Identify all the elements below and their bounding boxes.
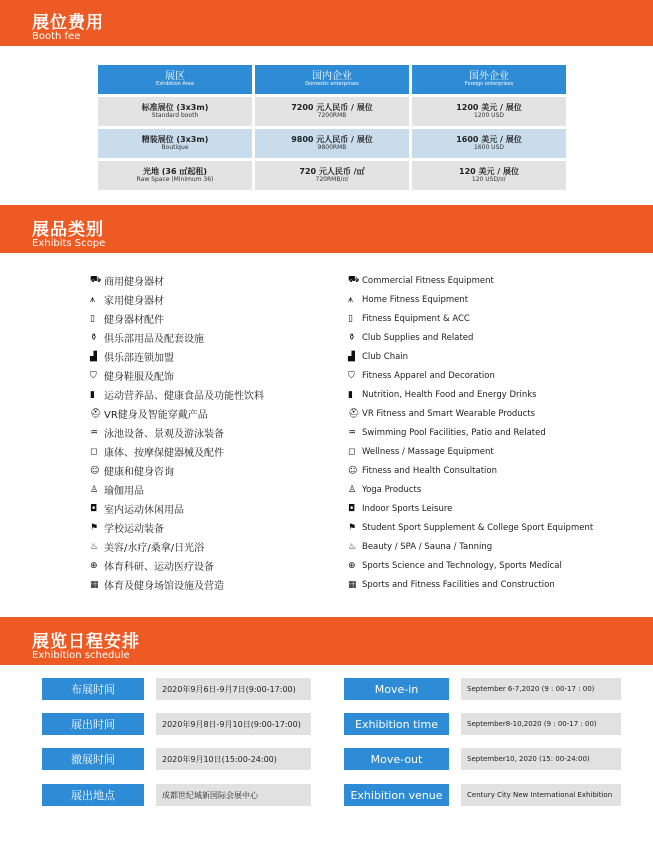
list-item: [348, 537, 593, 556]
supplement-icon: ▮: [348, 389, 353, 400]
scope-label: Fitness and Health Consultation: [362, 465, 497, 476]
list-item: [90, 347, 264, 366]
list-item: [348, 480, 593, 499]
massage-icon: ◻: [348, 446, 356, 457]
scope-label: Fitness Equipment & ACC: [362, 313, 470, 324]
shirt-icon: ⛉: [348, 370, 355, 381]
supplies-icon: ⚱: [348, 332, 356, 343]
list-item: [90, 404, 264, 423]
scope-label: 体育及健身场馆设施及营造: [104, 581, 224, 592]
list-item: [90, 328, 264, 347]
fee-header-row: [98, 65, 568, 94]
scope-label: 泳池设备、景观及游泳装备: [104, 429, 224, 440]
cell-main: 9800 元人民币 / 展位: [291, 134, 373, 144]
runner-icon: ⚑: [90, 522, 99, 533]
massage-icon: ◻: [90, 446, 98, 457]
scope-label: VR健身及智能穿戴产品: [104, 410, 208, 421]
cell-sub: 9800RMB: [317, 143, 347, 151]
scope-header: [0, 205, 653, 253]
schedule-row: [42, 713, 311, 735]
list-item: [348, 518, 593, 537]
scope-list-en: [348, 271, 593, 594]
list-item: [348, 328, 593, 347]
scope-label: Commercial Fitness Equipment: [362, 275, 494, 286]
cell-main: 1200 美元 / 展位: [456, 102, 522, 112]
runner-icon: ⚑: [348, 522, 357, 533]
home-gym-icon: ⩚: [348, 294, 354, 305]
list-item: [90, 366, 264, 385]
schedule-row: [42, 748, 311, 770]
scope-label: Fitness Apparel and Decoration: [362, 370, 495, 381]
schedule-row: [344, 748, 621, 770]
section-subtitle: Booth fee: [32, 31, 81, 42]
cell-sub: 720RMB/㎡: [315, 175, 349, 183]
scope-label: 健康和健身咨询: [104, 467, 174, 478]
bottle-icon: ▯: [90, 313, 95, 324]
header-zh: 国外企业: [469, 71, 509, 83]
schedule-value: 2020年9月10日(15:00-24:00): [156, 748, 311, 770]
vr-icon: ⛑: [90, 408, 102, 419]
schedule-label: Move-in: [344, 678, 449, 700]
list-item: [348, 442, 593, 461]
list-item: [90, 309, 264, 328]
scope-label: VR Fitness and Smart Wearable Products: [362, 408, 536, 419]
scope-label: 瑜伽用品: [104, 486, 144, 497]
pool-icon: ♒: [90, 427, 99, 438]
schedule-label: Move-out: [344, 748, 449, 770]
chain-icon: ▟: [90, 351, 97, 362]
yoga-icon: ♙: [348, 484, 357, 495]
list-item: [90, 556, 264, 575]
medical-icon: ⊕: [348, 560, 356, 571]
spa-icon: ♨: [348, 541, 357, 552]
scope-label: 健身鞋服及配饰: [104, 372, 174, 383]
header-en: Domestic enterprises: [305, 81, 359, 88]
supplement-icon: ▮: [90, 389, 95, 400]
treadmill-icon: ⛟: [348, 275, 360, 285]
scope-label: Home Fitness Equipment: [362, 294, 469, 305]
schedule-row: [42, 784, 311, 806]
scope-label: Club Chain: [362, 351, 409, 362]
cell-sub: Standard booth: [151, 111, 199, 119]
cell-main: 1600 美元 / 展位: [456, 134, 522, 144]
schedule-value: September 6-7,2020 (9 : 00-17 : 00): [461, 678, 621, 700]
schedule-label: 展出地点: [42, 784, 144, 806]
list-item: [90, 575, 264, 594]
scope-label: Indoor Sports Leisure: [362, 503, 453, 514]
scope-label: 家用健身器材: [104, 296, 164, 307]
vr-icon: ⛑: [348, 408, 360, 419]
booth-fee-header: [0, 0, 653, 46]
fee-cell: [255, 97, 409, 126]
chain-icon: ▟: [348, 351, 355, 362]
booth-fee-table: [98, 65, 568, 193]
list-item: [90, 537, 264, 556]
schedule-label: Exhibition time: [344, 713, 449, 735]
list-item: [90, 480, 264, 499]
schedule-label: Exhibition venue: [344, 784, 449, 806]
schedule-row: [344, 713, 621, 735]
scope-label: Swimming Pool Facilities, Patio and Related: [362, 427, 546, 438]
scope-label: 美容/水疗/桑拿/日光浴: [104, 543, 205, 554]
section-subtitle: Exhibits Scope: [32, 238, 106, 249]
schedule-label: 展出时间: [42, 713, 144, 735]
scope-label: Wellness / Massage Equipment: [362, 446, 494, 457]
list-item: [90, 442, 264, 461]
list-item: [348, 385, 593, 404]
schedule-row: [344, 678, 621, 700]
list-item: [348, 366, 593, 385]
shirt-icon: ⛉: [90, 370, 97, 381]
list-item: [348, 309, 593, 328]
indoor-icon: ◘: [90, 503, 98, 514]
list-item: [348, 499, 593, 518]
schedule-label: 布展时间: [42, 678, 144, 700]
list-item: [90, 385, 264, 404]
schedule-row: [42, 678, 311, 700]
fee-header-cell: [412, 65, 566, 94]
cell-main: 720 元人民币 /㎡: [299, 166, 365, 176]
cell-sub: 1600 USD: [474, 143, 504, 151]
cell-sub: Boutique: [161, 143, 189, 151]
scope-label: Student Sport Supplement & College Sport Equipment: [362, 522, 594, 533]
list-item: [348, 290, 593, 309]
table-row: [98, 97, 568, 126]
schedule-value: 2020年9月8日-9月10日(9:00-17:00): [156, 713, 311, 735]
list-item: [90, 423, 264, 442]
fee-cell: [412, 97, 566, 126]
schedule-header: [0, 617, 653, 665]
schedule-value: 成都世纪城新国际会展中心: [156, 784, 311, 806]
cell-main: 7200 元人民币 / 展位: [291, 102, 373, 112]
section-title: 展位费用: [32, 13, 104, 33]
table-row: [98, 161, 568, 190]
list-item: [90, 271, 264, 290]
section-title: 展览日程安排: [32, 632, 140, 652]
fee-cell: [255, 129, 409, 158]
cell-sub: 120 USD/㎡: [471, 175, 507, 183]
supplies-icon: ⚱: [90, 332, 98, 343]
schedule-value: Century City New International Exhibition: [461, 784, 621, 806]
treadmill-icon: ⛟: [90, 275, 102, 285]
schedule-value: 2020年9月6日-9月7日(9:00-17:00): [156, 678, 311, 700]
bottle-icon: ▯: [348, 313, 353, 324]
facility-icon: ▦: [348, 579, 357, 590]
cell-sub: 7200RMB: [317, 111, 347, 119]
list-item: [348, 271, 593, 290]
schedule-label: 撤展时间: [42, 748, 144, 770]
list-item: [348, 347, 593, 366]
header-zh: 国内企业: [312, 71, 352, 83]
scope-label: 健身器材配件: [104, 315, 164, 326]
scope-label: 运动营养品、健康食品及功能性饮料: [104, 391, 264, 402]
indoor-icon: ◘: [348, 503, 356, 514]
facility-icon: ▦: [90, 579, 99, 590]
schedule-value: September10, 2020 (15: 00-24:00): [461, 748, 621, 770]
list-item: [348, 575, 593, 594]
table-row: [98, 129, 568, 158]
cell-main: 标准展位 (3x3m): [141, 102, 209, 112]
consult-icon: ☺: [348, 465, 358, 476]
cell-main: 光地 (36 ㎡起租): [142, 166, 207, 176]
fee-cell: [412, 129, 566, 158]
cell-sub: 1200 USD: [474, 111, 504, 119]
cell-main: 120 美元 / 展位: [459, 166, 519, 176]
fee-cell: [98, 97, 252, 126]
schedule-value: September8-10,2020 (9 : 00-17 : 00): [461, 713, 621, 735]
scope-label: Nutrition, Health Food and Energy Drinks: [362, 389, 537, 400]
list-item: [348, 556, 593, 575]
scope-label: 康体、按摩保健器械及配件: [104, 448, 224, 459]
home-gym-icon: ⩚: [90, 294, 96, 305]
fee-cell: [98, 161, 252, 190]
fee-cell: [255, 161, 409, 190]
fee-cell: [98, 129, 252, 158]
fee-header-cell: [98, 65, 252, 94]
scope-label: 学校运动装备: [104, 524, 164, 535]
scope-label: Sports Science and Technology, Sports Medical: [362, 560, 562, 571]
scope-label: 体育科研、运动医疗设备: [104, 562, 214, 573]
scope-label: Club Supplies and Related: [362, 332, 474, 343]
fee-cell: [412, 161, 566, 190]
list-item: [90, 518, 264, 537]
scope-list-zh: [90, 271, 264, 594]
list-item: [348, 423, 593, 442]
section-subtitle: Exhibition schedule: [32, 650, 130, 661]
list-item: [348, 404, 593, 423]
section-title: 展品类别: [32, 220, 104, 240]
scope-label: 商用健身器材: [104, 277, 164, 288]
header-en: Foreign enterprises: [464, 81, 514, 88]
list-item: [90, 290, 264, 309]
cell-sub: Raw Space (Minimum 36): [136, 175, 214, 183]
consult-icon: ☺: [90, 465, 100, 476]
scope-label: Sports and Fitness Facilities and Construction: [362, 579, 555, 590]
spa-icon: ♨: [90, 541, 99, 552]
header-en: Exhibition Area: [156, 81, 194, 88]
scope-label: Yoga Products: [362, 484, 422, 495]
list-item: [90, 461, 264, 480]
pool-icon: ♒: [348, 427, 357, 438]
list-item: [90, 499, 264, 518]
list-item: [348, 461, 593, 480]
scope-label: 俱乐部用品及配套设施: [104, 334, 204, 345]
fee-header-cell: [255, 65, 409, 94]
header-zh: 展区: [165, 71, 185, 83]
yoga-icon: ♙: [90, 484, 99, 495]
scope-label: Beauty / SPA / Sauna / Tanning: [362, 541, 493, 552]
schedule-row: [344, 784, 621, 806]
scope-label: 俱乐部连锁加盟: [104, 353, 174, 364]
scope-label: 室内运动休闲用品: [104, 505, 184, 516]
medical-icon: ⊕: [90, 560, 98, 571]
cell-main: 精装展位 (3x3m): [141, 134, 209, 144]
